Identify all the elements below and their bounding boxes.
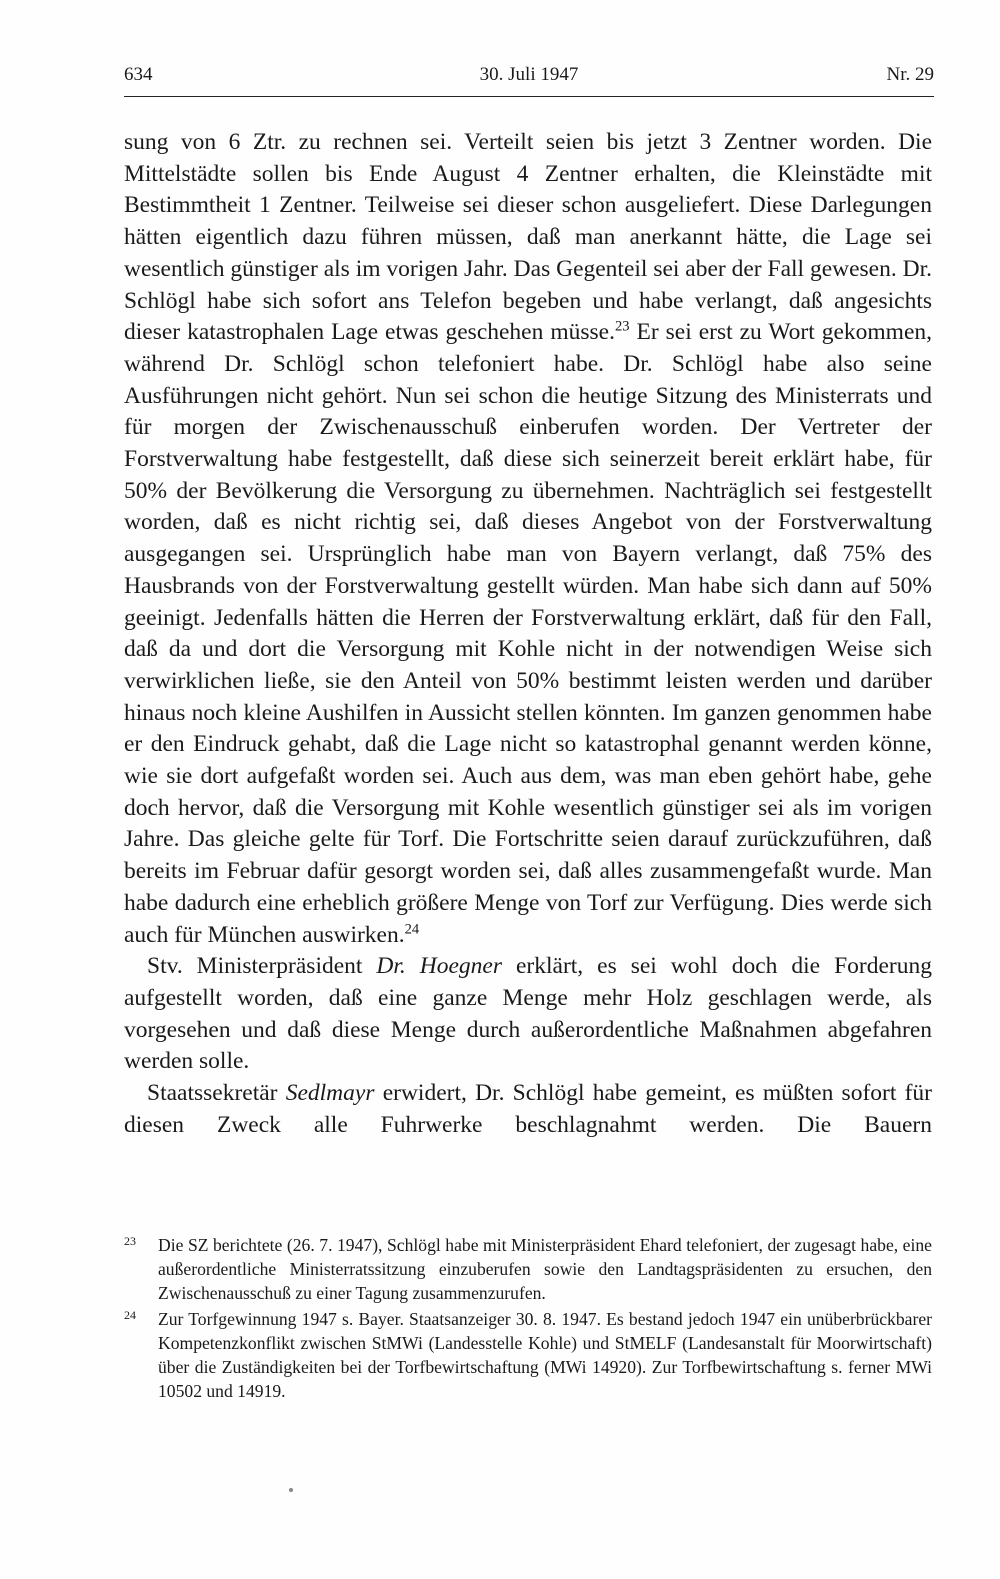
header-date: 30. Juli 1947 (479, 64, 579, 85)
footnote-23 (124, 1233, 932, 1306)
paragraph-1 (124, 127, 932, 951)
body-text (124, 127, 932, 1173)
footnote-ref-24: 24 (404, 920, 420, 937)
paragraph-2 (124, 951, 932, 1078)
footnote-number: 24 (124, 1307, 136, 1322)
paragraph-3-part-b: erwidert, Dr. Schlögl habe gemeint, es müßten sofort für diesen Zweck alle Fuhrwerke beschlagnahmt werden. Die Bauern (124, 1080, 932, 1138)
issue-number: Nr. 29 (886, 64, 934, 85)
footnotes (124, 1233, 932, 1404)
paragraph-3 (124, 1078, 932, 1173)
page-number: 634 (124, 64, 153, 85)
speaker-name-sedlmayr: Sedlmayr (285, 1080, 375, 1107)
paragraph-2-part-a: Stv. Ministerpräsident (147, 953, 377, 980)
paragraph-2-part-b: erklärt, es sei wohl doch die Forderung aufgestellt worden, daß eine ganze Menge mehr Holz geschlagen werde, als vorgesehen und daß diese Menge durch außerordentliche Maßnahmen abgefahren werden solle. (124, 953, 932, 1075)
header-rule (124, 96, 934, 97)
footnote-24 (124, 1307, 932, 1404)
paragraph-3-part-a: Staatssekretär (147, 1080, 286, 1107)
scan-speck (289, 1488, 293, 1492)
page-header (124, 62, 934, 92)
footnote-ref-23: 23 (614, 318, 630, 335)
footnote-number: 23 (124, 1234, 136, 1248)
speaker-name-hoegner: Dr. Hoegner (376, 953, 503, 980)
footnote-text: Die SZ berichtete (26. 7. 1947), Schlögl habe mit Ministerpräsident Ehard telefoniert, der zugesagt habe, eine außerordentliche Ministerratssitzung einzuberufen sowie den Landtagspräsidenten zu ersuchen, den Zwischenausschuß zu einer Tagung zusammenzurufen. (158, 1235, 932, 1304)
footnote-text: Zur Torfgewinnung 1947 s. Bayer. Staatsanzeiger 30. 8. 1947. Es bestand jedoch 1947 ein unüberbrückbarer Kompetenzkonflikt zwischen StMWi (Landesstelle Kohle) und StMELF (Landesanstalt für Moorwirtschaft) über die Zuständigkeiten bei der Torfbewirtschaftung (MWi 14920). Zur Torfbewirtschaftung s. ferner MWi 10502 und 14919. (158, 1308, 932, 1402)
paragraph-1-part-b: Er sei erst zu Wort gekommen, während Dr. Schlögl schon telefoniert habe. Dr. Schlögl habe also seine Ausführungen nicht gehört. Nun sei schon die heutige Sitzung des Ministerrats und für morgen der Zwischenausschuß einberufen worden. Der Vertreter der Forstverwaltung habe festgestellt, daß diese sich seinerzeit bereit erklärt habe, für 50% der Bevölkerung die Versorgung zu übernehmen. Nachträglich sei festgestellt worden, daß es nicht richtig sei, daß dieses Angebot von der Forstverwaltung ausgegangen sei. Ursprünglich habe man von Bayern verlangt, daß 75% des Hausbrands von der Forstverwaltung gestellt würden. Man habe sich dann auf 50% geeinigt. Jedenfalls hätten die Herren der Forstverwaltung erklärt, daß für den Fall, daß da und dort die Versorgung mit Kohle nicht in der notwendigen Weise sich verwirklichen ließe, sie den Anteil von 50% bestimmt leisten werden und darüber hinaus noch kleine Aushilfen in Aussicht stellen könnten. Im ganzen genommen habe er den Eindruck gehabt, daß die Lage nicht so katastrophal genannt werden könne, wie sie dort aufgefaßt worden sei. Auch aus dem, was man eben gehört habe, gehe doch hervor, daß die Versorgung mit Kohle wesentlich günstiger sei als im vorigen Jahre. Das gleiche gelte für Torf. Die Fortschritte seien darauf zurückzuführen, daß bereits im Februar dafür gesorgt worden sei, daß alles zusammengefaßt wurde. Man habe dadurch eine erheblich größere Menge von Torf zur Verfügung. Dies werde sich auch für München auswirken. (124, 319, 932, 948)
paragraph-1-part-a: sung von 6 Ztr. zu rechnen sei. Verteilt seien bis jetzt 3 Zentner worden. Die Mittelstädte sollen bis Ende August 4 Zentner erhalten, die Kleinstädte mit Bestimmtheit 1 Zentner. Teilweise sei dieser schon ausgeliefert. Diese Darlegungen hätten eigentlich dazu führen müssen, daß man anerkannt hätte, die Lage sei wesentlich günstiger als im vorigen Jahr. Das Gegenteil sei aber der Fall gewesen. Dr. Schlögl habe sich sofort ans Telefon begeben und habe verlangt, daß angesichts dieser katastrophalen Lage etwas geschehen müsse. (124, 129, 932, 346)
